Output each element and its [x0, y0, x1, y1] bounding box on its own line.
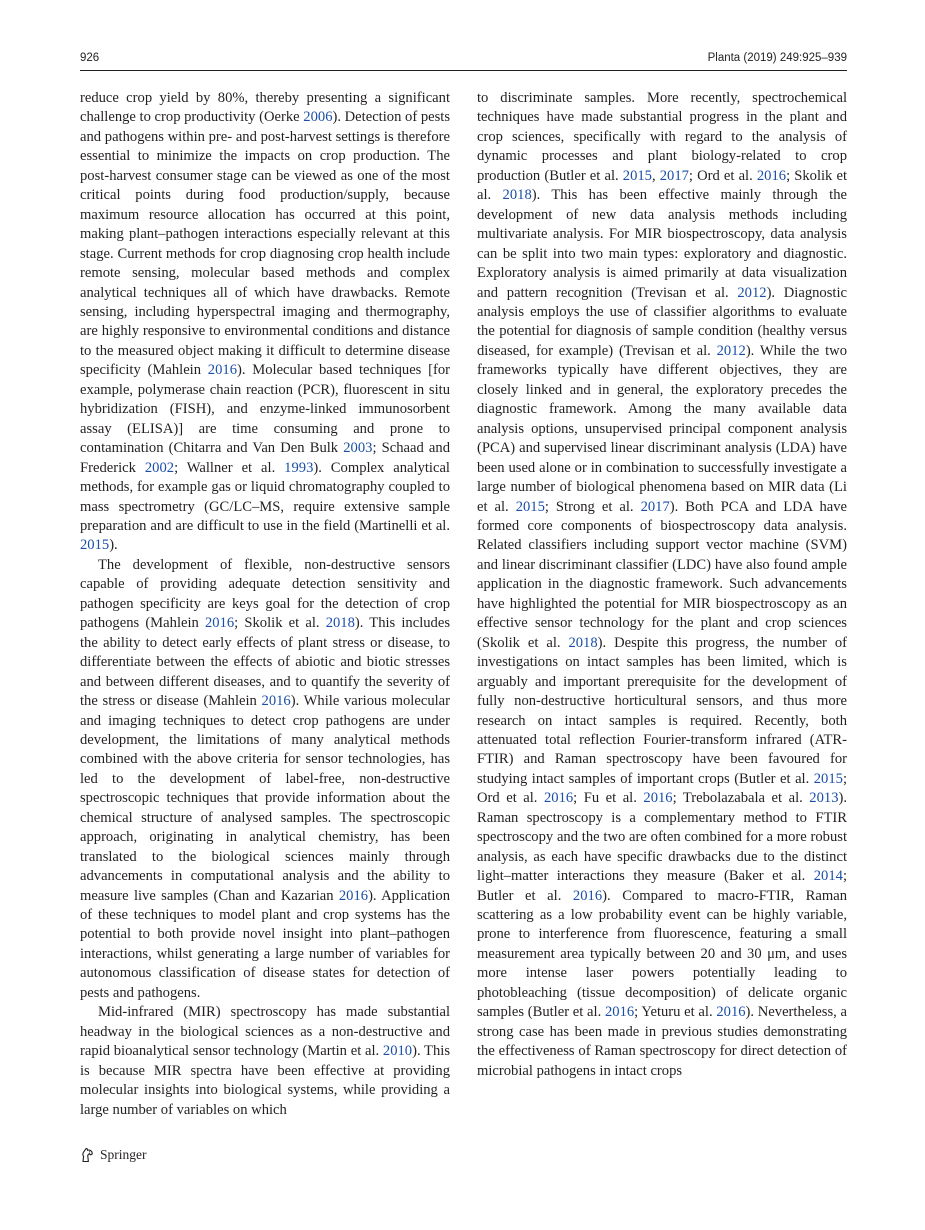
citation-link[interactable]: 2012	[716, 342, 746, 359]
citation-link[interactable]: 2015	[80, 537, 110, 554]
citation-link[interactable]: 2016	[204, 615, 235, 632]
running-header	[80, 52, 847, 71]
springer-horse-icon	[80, 1147, 95, 1163]
citation-link[interactable]: 2018	[568, 634, 598, 651]
publisher-footer	[80, 1146, 147, 1164]
citation-link[interactable]: 2017	[659, 167, 689, 184]
publisher-name: Springer	[100, 1147, 147, 1162]
paragraph: Mid-infrared (MIR) spectroscopy has made substantial headway in the biological sciences as a non-destructive and rapid bioanalytical sensor technology (Martin et al. 2010). This is because MIR spectra have been effective at providing molecular insights into biological systems, while providing a large number of variables on which	[80, 1004, 450, 1118]
citation-link[interactable]: 2016	[572, 887, 603, 904]
citation-link[interactable]: 2012	[737, 284, 767, 301]
citation-link[interactable]: 2010	[382, 1043, 413, 1060]
citation-link[interactable]: 2015	[515, 498, 545, 515]
left-column	[80, 89, 450, 1120]
citation-link[interactable]: 2017	[640, 498, 670, 515]
citation-link[interactable]: 2015	[622, 167, 652, 184]
citation-link[interactable]: 2015	[813, 770, 843, 787]
paragraph: The development of flexible, non-destructive sensors capable of providing adequate detection sensitivity and pathogen specificity are keys goal for the detection of crop pathogens (Mahlein 2016; Skolik et al. 2018). This includes the ability to detect early effects of plant stress or disease, to differentiate between the effects of abiotic and biotic stresses and between different diseases, and to quantify the severity of the stress or disease (Mahlein 2016). While various molecular and imaging techniques to detect crop pathogens are under development, the limitations of many analytical methods combined with the above criteria for sensor technologies, has led to the development of label-free, non-destructive spectroscopic techniques that provide information about the chemical structure of analysed samples. The spectroscopic approach, originating in analytical chemistry, has been translated to the biological sciences mainly through advancements in computational analysis and the ability to measure live samples (Chan and Kazarian 2016). Application of these techniques to model plant and crop systems has the potential to both provide novel insight into plant–pathogen interactions, whilst generating a large number of variables for autonomous classification of disease states for detection of pests and pathogens.	[80, 556, 451, 1001]
citation-link[interactable]: 2018	[502, 187, 532, 204]
citation-link[interactable]: 2014	[813, 868, 843, 885]
paragraph: to discriminate samples. More recently, spectrochemical techniques have made substantial progress in the plant and crop sciences, specifically with regard to the analysis of dynamic processes and plant biology-related to crop production (Butler et al. 2015, 2017; Ord et al. 2016; Skolik et al. 2018). This has been effective mainly through the development of new data analysis methods including multivariate analysis. For MIR biospectroscopy, data analysis can be split into two main types: exploratory and diagnostic. Exploratory analysis is aimed primarily at data visualization and pattern recognition (Trevisan et al. 2012). Diagnostic analysis employs the use of classifier algorithms to evaluate the potential for diagnosis of sample condition (healthy versus diseased, for example) (Trevisan et al. 2012). While the two frameworks typically have different objectives, they are closely linked and in general, the exploratory precedes the diagnostic framework. Among the many available data analysis options, unsupervised principal component analysis (PCA) and supervised linear discriminant analysis (LDA) have been used alone or in combination to successfully investigate a large number of biological phenomena based on MIR data (Li et al. 2015; Strong et al. 2017). Both PCA and LDA have formed core components of biospectroscopy data analysis. Related classifiers including support vector machine (SVM) and linear discriminant classifier (LDC) have also found ample application in the diagnostic framework. Such advancements have highlighted the potential for MIR biospectroscopy as an effective sensor technology for the plant and crop sciences (Skolik et al. 2018). Despite this progress, the number of investigations on intact samples has been limited, which is arguably and important prerequisite for the development of fully non-destructive horticultural sensors, and thus more research on intact samples is required. Recently, both attenuated total reflection Fourier-transform infrared (ATR-FTIR) and Raman spectroscopy have been favoured for studying intact samples of important crops (Butler et al. 2015; Ord et al. 2016; Fu et al. 2016; Trebolazabala et al. 2013). Raman spectroscopy is a complementary method to FTIR spectroscopy and the two are often combined for a more robust analysis, as each have specific drawbacks due to the distinct light–matter interactions they measure (Baker et al. 2014; Butler et al. 2016). Compared to macro-FTIR, Raman scattering as a low probability event can be highly variable, prone to interference from fluorescence, featuring a small measurement area typically between 20 and 30 μm, and uses more intense laser powers potentially leading to photobleaching (tissue decomposition) of delicate organic samples (Butler et al. 2016; Yeturu et al. 2016). Nevertheless, a strong case has been made in previous studies demonstrating the effectiveness of Raman spectroscopy for direct detection of microbial pathogens in intact crops	[477, 90, 848, 1079]
citation-link[interactable]: 2016	[604, 1004, 635, 1021]
citation-link[interactable]: 2006	[303, 109, 333, 126]
journal-citation: Planta (2019) 249:925–939	[707, 52, 847, 64]
citation-link[interactable]: 2016	[207, 362, 237, 379]
citation-link[interactable]: 2018	[325, 615, 355, 632]
citation-link[interactable]: 2016	[261, 693, 291, 710]
citation-link[interactable]: 2002	[144, 459, 175, 476]
citation-link[interactable]: 1993	[284, 459, 314, 476]
citation-link[interactable]: 2003	[343, 440, 373, 457]
citation-link[interactable]: 2016	[338, 887, 369, 904]
page-number: 926	[80, 52, 100, 64]
right-column	[477, 89, 847, 1081]
citation-link[interactable]: 2016	[716, 1004, 746, 1021]
citation-link[interactable]: 2016	[756, 167, 787, 184]
paragraph: reduce crop yield by 80%, thereby presenting a significant challenge to crop productivity (Oerke 2006). Detection of pests and pathogens within pre- and post-harvest settings is therefore essential to minimize the impacts on crop production. The post-harvest consumer stage can be viewed as one of the most critical points during food production/supply, because maximum resource allocation has occurred at this point, making plant–pathogen interactions especially relevant at this stage. Current methods for crop diagnosing crop health include remote sensing, molecular based methods and complex analytical techniques all of which have drawbacks. Remote sensing, including hyperspectral imaging and thermography, are highly responsive to environmental conditions and distance to the measured object making it difficult to determine disease specificity (Mahlein 2016). Molecular based techniques [for example, polymerase chain reaction (PCR), fluorescent in situ hybridization (FISH), and enzyme-linked immunosorbent assay (ELISA)] are time consuming and prone to contamination (Chitarra and Van Den Bulk 2003; Schaad and Frederick 2002; Wallner et al. 1993). Complex analytical methods, for example gas or liquid chromatography coupled to mass spectrometry (GC/LC–MS, require extensive sample preparation and are difficult to use in the field (Martinelli et al. 2015).	[80, 90, 451, 554]
citation-link[interactable]: 2016	[543, 790, 574, 807]
citation-link[interactable]: 2013	[809, 790, 839, 807]
citation-link[interactable]: 2016	[643, 790, 673, 807]
